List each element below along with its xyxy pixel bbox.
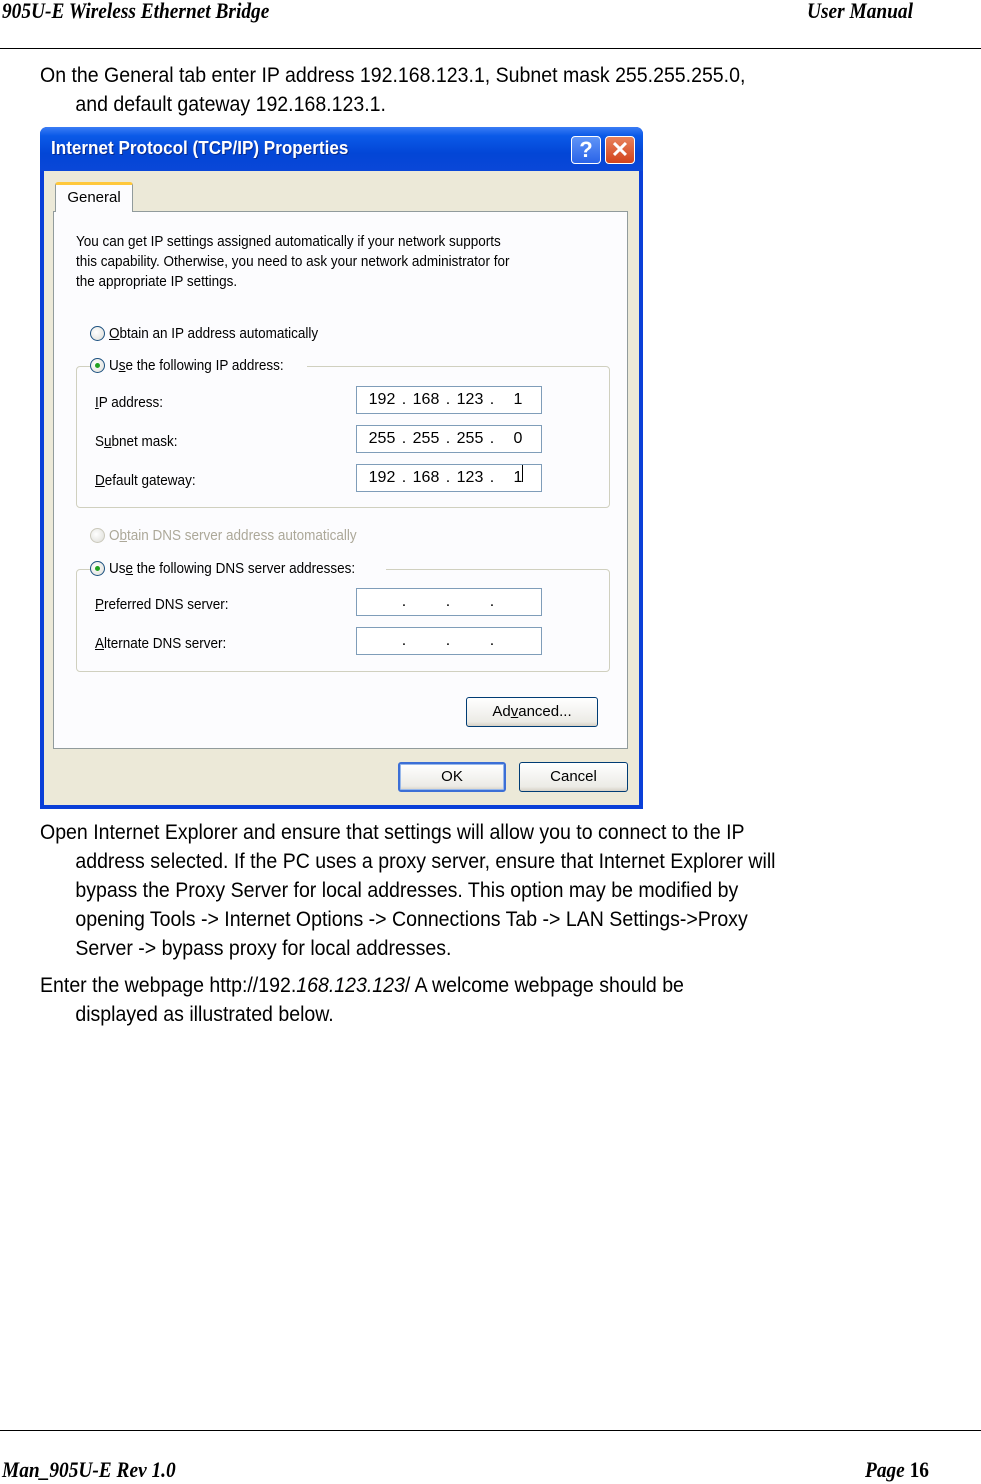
paragraph-line: address selected. If the PC uses a proxy server, ensure that Internet Explorer will xyxy=(75,850,776,873)
close-button[interactable] xyxy=(605,136,635,164)
radio-unchecked-icon[interactable] xyxy=(90,528,105,543)
preferred-dns-input[interactable]: . . . xyxy=(356,588,542,616)
text-caret xyxy=(522,465,523,482)
instruction-paragraph-2 xyxy=(40,818,980,963)
help-button[interactable] xyxy=(571,136,601,164)
paragraph-line: On the General tab enter IP address 192.168.123.1, Subnet mask 255.255.255.0, xyxy=(40,64,746,87)
cancel-button[interactable]: Cancel xyxy=(519,762,628,792)
description-line: the appropriate IP settings. xyxy=(76,273,238,290)
document-type: User Manual xyxy=(807,0,913,23)
paragraph-line: Enter the webpage http://192.168.123.123/ A welcome webpage should be xyxy=(40,974,684,997)
paragraph-line: Open Internet Explorer and ensure that settings will allow you to connect to the IP xyxy=(40,821,745,844)
subnet-mask-input[interactable]: 255 . 255 . 255 . 0 xyxy=(356,425,542,453)
radio-label: Use the following IP address: xyxy=(109,356,284,374)
radio-checked-icon[interactable] xyxy=(90,358,105,373)
footer-divider xyxy=(0,1430,981,1431)
document-revision: Man_905U-E Rev 1.0 xyxy=(2,1457,176,1482)
advanced-button[interactable]: Advanced... xyxy=(466,697,598,727)
tab-general[interactable]: General xyxy=(55,182,133,212)
radio-checked-icon[interactable] xyxy=(90,561,105,576)
description-line: You can get IP settings assigned automatically if your network supports xyxy=(76,233,501,250)
close-icon: ✕ xyxy=(610,137,630,162)
radio-use-following-dns[interactable] xyxy=(90,559,386,577)
radio-unchecked-icon[interactable] xyxy=(90,326,105,341)
radio-label: Obtain DNS server address automatically xyxy=(109,526,357,544)
ok-button[interactable]: OK xyxy=(398,762,506,792)
tcpip-properties-dialog xyxy=(40,127,643,809)
ip-address-input[interactable]: 192 . 168 . 123 . 1 xyxy=(356,386,542,414)
ip-address-label: IP address: xyxy=(95,394,164,411)
help-icon: ? xyxy=(579,137,593,162)
general-tab-panel xyxy=(53,211,628,749)
instruction-paragraph-3 xyxy=(40,971,980,1029)
dialog-description xyxy=(76,232,558,292)
radio-obtain-ip-automatically[interactable] xyxy=(90,324,345,342)
subnet-mask-label: Subnet mask: xyxy=(95,433,178,450)
description-line: this capability. Otherwise, you need to ask your network administrator for xyxy=(76,253,510,270)
dialog-title: Internet Protocol (TCP/IP) Properties xyxy=(51,138,349,158)
dialog-titlebar[interactable] xyxy=(40,127,643,171)
document-title: 905U-E Wireless Ethernet Bridge xyxy=(2,0,270,23)
radio-label: Obtain an IP address automatically xyxy=(109,324,319,342)
default-gateway-label: Default gateway: xyxy=(95,472,196,489)
dialog-client-area xyxy=(44,171,639,805)
alternate-dns-input[interactable]: . . . xyxy=(356,627,542,655)
dns-server-group xyxy=(76,569,610,672)
paragraph-line: displayed as illustrated below. xyxy=(75,1003,334,1026)
default-gateway-input[interactable]: 192 . 168 . 123 . 1 xyxy=(356,464,542,492)
radio-label: Use the following DNS server addresses: xyxy=(109,559,356,577)
instruction-paragraph-1 xyxy=(40,61,980,119)
paragraph-line: and default gateway 192.168.123.1. xyxy=(75,93,386,116)
alternate-dns-label: Alternate DNS server: xyxy=(95,635,227,652)
header-divider xyxy=(0,48,981,49)
page-header xyxy=(0,0,981,48)
radio-use-following-ip[interactable] xyxy=(90,356,307,374)
preferred-dns-label: Preferred DNS server: xyxy=(95,596,229,613)
radio-obtain-dns-automatically[interactable] xyxy=(90,526,388,544)
page-number: Page 16 xyxy=(865,1457,929,1482)
paragraph-line: Server -> bypass proxy for local addresses. xyxy=(75,937,452,960)
paragraph-line: bypass the Proxy Server for local addresses. This option may be modified by xyxy=(75,879,739,902)
paragraph-line: opening Tools -> Internet Options -> Connections Tab -> LAN Settings->Proxy xyxy=(75,908,748,931)
